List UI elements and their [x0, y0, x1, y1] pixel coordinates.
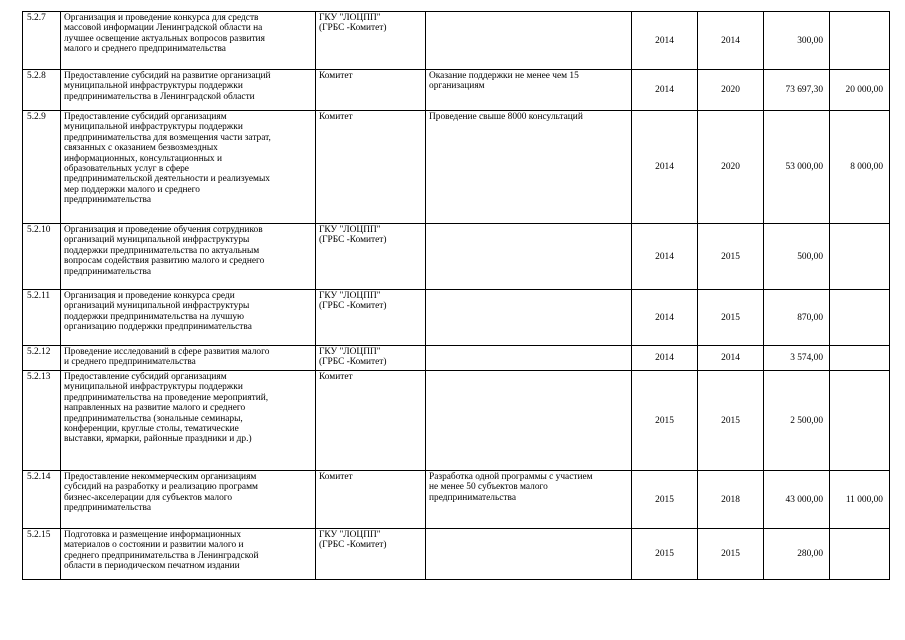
start-year-cell: 2014: [632, 346, 698, 371]
expected-result-cell: [426, 346, 632, 371]
start-year-cell: 2015: [632, 529, 698, 580]
expected-result-cell: [426, 371, 632, 471]
item-code-cell: 5.2.11: [23, 290, 61, 346]
funding-total-cell: 500,00: [764, 224, 830, 290]
end-year-cell: 2015: [698, 224, 764, 290]
funding-regional-cell: 11 000,00: [830, 471, 890, 529]
expected-result-cell: [426, 12, 632, 70]
table-body: [23, 12, 890, 580]
executor-cell: ГКУ "ЛОЦПП" (ГРБС -Комитет): [316, 224, 426, 290]
start-year-cell: 2014: [632, 224, 698, 290]
item-code-cell: 5.2.10: [23, 224, 61, 290]
expected-result-cell: Проведение свыше 8000 консультаций: [426, 111, 632, 224]
executor-cell: ГКУ "ЛОЦПП" (ГРБС -Комитет): [316, 346, 426, 371]
item-code-cell: 5.2.7: [23, 12, 61, 70]
funding-total-cell: 73 697,30: [764, 70, 830, 111]
funding-regional-cell: [830, 12, 890, 70]
item-code-cell: 5.2.13: [23, 371, 61, 471]
funding-total-cell: 43 000,00: [764, 471, 830, 529]
funding-regional-cell: [830, 529, 890, 580]
executor-cell: ГКУ "ЛОЦПП" (ГРБС -Комитет): [316, 12, 426, 70]
funding-total-cell: 870,00: [764, 290, 830, 346]
funding-total-cell: 3 574,00: [764, 346, 830, 371]
item-code-cell: 5.2.14: [23, 471, 61, 529]
end-year-cell: 2014: [698, 346, 764, 371]
item-code-cell: 5.2.15: [23, 529, 61, 580]
activity-name-cell: Предоставление некоммерческим организациям субсидий на разработку и реализацию программ бизнес-акселерации для субъектов малого предпринимательства: [61, 471, 316, 529]
end-year-cell: 2020: [698, 70, 764, 111]
end-year-cell: 2020: [698, 111, 764, 224]
executor-cell: Комитет: [316, 471, 426, 529]
activity-name-cell: Предоставление субсидий организациям муниципальной инфраструктуры поддержки предпринимательства для возмещения части затрат, связанных с оказанием безвозмездных информационных, консультационных и образовательных услуг в сфере предпринимательской деятельности и реализуемых мер поддержки малого и среднего предпринимательства: [61, 111, 316, 224]
item-code-cell: 5.2.8: [23, 70, 61, 111]
executor-cell: Комитет: [316, 70, 426, 111]
end-year-cell: 2015: [698, 529, 764, 580]
funding-regional-cell: 8 000,00: [830, 111, 890, 224]
activity-name-cell: Организация и проведение конкурса для средств массовой информации Ленинградской области на лучшее освещение актуальных вопросов развития малого и среднего предпринимательства: [61, 12, 316, 70]
program-activities-table: [22, 11, 890, 580]
start-year-cell: 2015: [632, 471, 698, 529]
expected-result-cell: [426, 529, 632, 580]
activity-name-cell: Организация и проведение конкурса среди организаций муниципальной инфраструктуры поддержки предпринимательства на лучшую организацию поддержки предпринимательства: [61, 290, 316, 346]
activity-name-cell: Подготовка и размещение информационных материалов о состоянии и развитии малого и среднего предпринимательства в Ленинградской области в периодическом печатном издании: [61, 529, 316, 580]
end-year-cell: 2015: [698, 371, 764, 471]
executor-cell: Комитет: [316, 371, 426, 471]
expected-result-cell: [426, 290, 632, 346]
executor-cell: ГКУ "ЛОЦПП" (ГРБС -Комитет): [316, 290, 426, 346]
table-row: [23, 224, 890, 290]
expected-result-cell: Разработка одной программы с участием не менее 50 субъектов малого предпринимательства: [426, 471, 632, 529]
activity-name-cell: Организация и проведение обучения сотрудников организаций муниципальной инфраструктуры поддержки предпринимательства по актуальным вопросам содействия развитию малого и среднего предпринимательства: [61, 224, 316, 290]
executor-cell: Комитет: [316, 111, 426, 224]
funding-regional-cell: [830, 371, 890, 471]
table-row: [23, 111, 890, 224]
funding-regional-cell: [830, 224, 890, 290]
table-row: [23, 529, 890, 580]
funding-regional-cell: [830, 290, 890, 346]
table-row: [23, 471, 890, 529]
item-code-cell: 5.2.9: [23, 111, 61, 224]
activity-name-cell: Предоставление субсидий на развитие организаций муниципальной инфраструктуры поддержки предпринимательства в Ленинградской области: [61, 70, 316, 111]
activity-name-cell: Проведение исследований в сфере развития малого и среднего предпринимательства: [61, 346, 316, 371]
start-year-cell: 2014: [632, 290, 698, 346]
executor-cell: ГКУ "ЛОЦПП" (ГРБС -Комитет): [316, 529, 426, 580]
funding-total-cell: 280,00: [764, 529, 830, 580]
start-year-cell: 2014: [632, 111, 698, 224]
funding-total-cell: 300,00: [764, 12, 830, 70]
expected-result-cell: Оказание поддержки не менее чем 15 организациям: [426, 70, 632, 111]
end-year-cell: 2018: [698, 471, 764, 529]
item-code-cell: 5.2.12: [23, 346, 61, 371]
start-year-cell: 2014: [632, 70, 698, 111]
expected-result-cell: [426, 224, 632, 290]
funding-regional-cell: 20 000,00: [830, 70, 890, 111]
end-year-cell: 2014: [698, 12, 764, 70]
table-row: [23, 371, 890, 471]
funding-total-cell: 53 000,00: [764, 111, 830, 224]
table-row: [23, 70, 890, 111]
activity-name-cell: Предоставление субсидий организациям муниципальной инфраструктуры поддержки предпринимательства на проведение мероприятий, направленных на развитие малого и среднего предпринимательства (зональные семинары, конференции, круглые столы, тематические выставки, ярмарки, районные праздники и др.): [61, 371, 316, 471]
start-year-cell: 2014: [632, 12, 698, 70]
start-year-cell: 2015: [632, 371, 698, 471]
table-row: [23, 346, 890, 371]
program-activities-table-page: [22, 11, 890, 580]
end-year-cell: 2015: [698, 290, 764, 346]
funding-total-cell: 2 500,00: [764, 371, 830, 471]
table-row: [23, 12, 890, 70]
table-row: [23, 290, 890, 346]
funding-regional-cell: [830, 346, 890, 371]
